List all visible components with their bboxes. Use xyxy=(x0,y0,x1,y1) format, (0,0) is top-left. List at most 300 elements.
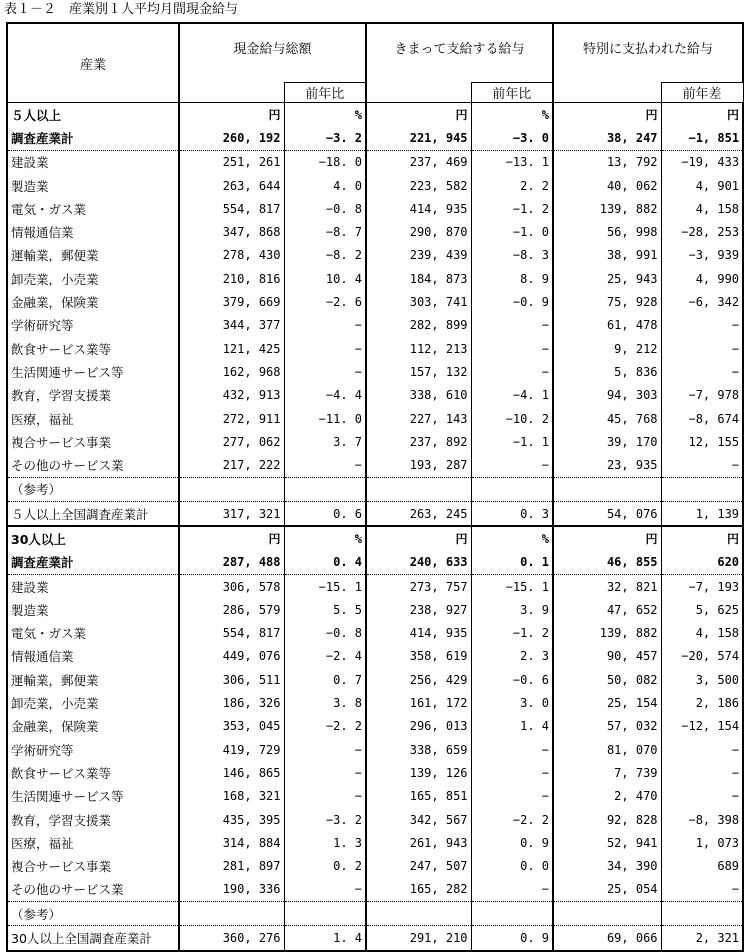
section-heading-row xyxy=(7,526,743,550)
row-label: 電気・ガス業 xyxy=(7,197,179,220)
row-value: 1. 4 xyxy=(284,926,366,951)
row-value: 4, 158 xyxy=(661,197,743,220)
row-value: 221, 945 xyxy=(366,126,471,150)
row-value: − xyxy=(661,314,743,337)
row-value: 4, 901 xyxy=(661,174,743,197)
row-value: 56, 998 xyxy=(553,220,661,243)
row-value: 円 xyxy=(366,526,471,550)
row-value: 360, 276 xyxy=(179,926,284,951)
header-total-yoy: 前年比 xyxy=(284,83,366,103)
row-value: 0. 0 xyxy=(471,855,553,878)
row-value: 273, 757 xyxy=(366,574,471,598)
row-value: − xyxy=(471,453,553,477)
row-value: 7, 739 xyxy=(553,761,661,784)
row-value: − xyxy=(661,337,743,360)
row-value: 25, 154 xyxy=(553,691,661,714)
row-value: 317, 321 xyxy=(179,502,284,527)
row-label: 複合サービス事業 xyxy=(7,855,179,878)
row-value: 90, 457 xyxy=(553,645,661,668)
row-value: 1. 3 xyxy=(284,831,366,854)
table-row xyxy=(7,761,743,784)
row-value: 2, 470 xyxy=(553,785,661,808)
row-value: 5, 836 xyxy=(553,360,661,383)
row-value: 146, 865 xyxy=(179,761,284,784)
row-value: 139, 126 xyxy=(366,761,471,784)
row-value: − xyxy=(284,453,366,477)
row-value: 347, 868 xyxy=(179,220,284,243)
row-value: 47, 652 xyxy=(553,598,661,621)
header-total: 現金給与総額 xyxy=(179,23,366,83)
row-value: −2. 4 xyxy=(284,645,366,668)
row-value: 0. 1 xyxy=(471,551,553,575)
row-value: −3. 0 xyxy=(471,126,553,150)
row-value: − xyxy=(471,314,553,337)
row-value: 689 xyxy=(661,855,743,878)
row-value: − xyxy=(284,337,366,360)
row-label: 調査産業計 xyxy=(7,551,179,575)
row-value: −1. 2 xyxy=(471,622,553,645)
row-value: −0. 8 xyxy=(284,197,366,220)
row-value: −13. 1 xyxy=(471,150,553,174)
row-value xyxy=(471,902,553,926)
row-value: 2, 321 xyxy=(661,926,743,951)
table-row xyxy=(7,267,743,290)
row-value: − xyxy=(661,761,743,784)
row-value: 414, 935 xyxy=(366,197,471,220)
row-value: − xyxy=(284,360,366,383)
row-value: 円 xyxy=(553,103,661,127)
row-value: 554, 817 xyxy=(179,622,284,645)
reference-label-row xyxy=(7,902,743,926)
row-value: 247, 507 xyxy=(366,855,471,878)
row-value: 112, 213 xyxy=(366,337,471,360)
row-value: 25, 943 xyxy=(553,267,661,290)
row-value: 303, 741 xyxy=(366,290,471,313)
header-spacer xyxy=(366,83,471,103)
row-value: 278, 430 xyxy=(179,244,284,267)
row-label: 電気・ガス業 xyxy=(7,622,179,645)
row-value: 0. 7 xyxy=(284,668,366,691)
row-value: 432, 913 xyxy=(179,384,284,407)
reference-total-row xyxy=(7,502,743,527)
table-row xyxy=(7,715,743,738)
row-value: −4. 1 xyxy=(471,384,553,407)
row-value: 227, 143 xyxy=(366,407,471,430)
row-value: 0. 9 xyxy=(471,926,553,951)
header-spacer xyxy=(553,83,661,103)
row-value: 379, 669 xyxy=(179,290,284,313)
row-value: 121, 425 xyxy=(179,337,284,360)
table-row xyxy=(7,197,743,220)
row-value xyxy=(284,477,366,501)
row-value: 39, 170 xyxy=(553,430,661,453)
row-value: − xyxy=(284,738,366,761)
row-label: その他のサービス業 xyxy=(7,878,179,902)
row-value: 435, 395 xyxy=(179,808,284,831)
row-value: 240, 633 xyxy=(366,551,471,575)
row-value: 296, 013 xyxy=(366,715,471,738)
row-value: −3. 2 xyxy=(284,126,366,150)
row-value: 57, 032 xyxy=(553,715,661,738)
row-value xyxy=(366,902,471,926)
row-value: % xyxy=(471,103,553,127)
row-value: 139, 882 xyxy=(553,197,661,220)
row-value xyxy=(179,477,284,501)
row-value: − xyxy=(661,453,743,477)
row-label: 30人以上全国調査産業計 xyxy=(7,926,179,951)
row-value: − xyxy=(471,360,553,383)
row-value: − xyxy=(661,785,743,808)
row-value: −7, 193 xyxy=(661,574,743,598)
row-label: その他のサービス業 xyxy=(7,453,179,477)
row-value: 358, 619 xyxy=(366,645,471,668)
table-row xyxy=(7,407,743,430)
row-label: 卸売業，小売業 xyxy=(7,691,179,714)
row-value xyxy=(661,902,743,926)
row-value: −3, 939 xyxy=(661,244,743,267)
section-total-row xyxy=(7,126,743,150)
header-contractual: きまって支給する給与 xyxy=(366,23,553,83)
row-value: 13, 792 xyxy=(553,150,661,174)
header-special: 特別に支払われた給与 xyxy=(553,23,743,83)
row-value: 291, 210 xyxy=(366,926,471,951)
row-value: −18. 0 xyxy=(284,150,366,174)
row-value xyxy=(366,477,471,501)
row-value: 290, 870 xyxy=(366,220,471,243)
row-label: 調査産業計 xyxy=(7,126,179,150)
row-value: 円 xyxy=(553,526,661,550)
row-value: 620 xyxy=(661,551,743,575)
row-value: 238, 927 xyxy=(366,598,471,621)
row-value: 210, 816 xyxy=(179,267,284,290)
row-value: 61, 478 xyxy=(553,314,661,337)
row-value: 3. 0 xyxy=(471,691,553,714)
row-value: 69, 066 xyxy=(553,926,661,951)
row-label: 飲食サービス業等 xyxy=(7,337,179,360)
table-row xyxy=(7,384,743,407)
row-value: −8. 3 xyxy=(471,244,553,267)
row-value: 52, 941 xyxy=(553,831,661,854)
row-value xyxy=(661,477,743,501)
row-value: 260, 192 xyxy=(179,126,284,150)
row-value: 3. 8 xyxy=(284,691,366,714)
row-label: 飲食サービス業等 xyxy=(7,761,179,784)
row-value: 554, 817 xyxy=(179,197,284,220)
row-value: 414, 935 xyxy=(366,622,471,645)
row-value: 4, 990 xyxy=(661,267,743,290)
table-row xyxy=(7,622,743,645)
row-value: 162, 968 xyxy=(179,360,284,383)
row-value: 2. 2 xyxy=(471,174,553,197)
row-label: 製造業 xyxy=(7,174,179,197)
row-value: 161, 172 xyxy=(366,691,471,714)
row-value: 38, 991 xyxy=(553,244,661,267)
row-value: −1. 1 xyxy=(471,430,553,453)
row-value: 261, 943 xyxy=(366,831,471,854)
row-value: 0. 6 xyxy=(284,502,366,527)
row-label: 卸売業，小売業 xyxy=(7,267,179,290)
header-spacer xyxy=(179,83,284,103)
row-label: （参考） xyxy=(7,477,179,501)
row-value: 2, 186 xyxy=(661,691,743,714)
row-value: − xyxy=(471,785,553,808)
row-value: 50, 082 xyxy=(553,668,661,691)
header-special-yoy: 前年差 xyxy=(661,83,743,103)
row-value: −8. 2 xyxy=(284,244,366,267)
row-value: 184, 873 xyxy=(366,267,471,290)
row-value: 54, 076 xyxy=(553,502,661,527)
row-label: 建設業 xyxy=(7,574,179,598)
row-value xyxy=(284,902,366,926)
row-value: −2. 2 xyxy=(471,808,553,831)
row-value: −4. 4 xyxy=(284,384,366,407)
row-value: 165, 851 xyxy=(366,785,471,808)
row-value: − xyxy=(661,738,743,761)
row-value: % xyxy=(284,103,366,127)
row-value: −10. 2 xyxy=(471,407,553,430)
row-value: −1, 851 xyxy=(661,126,743,150)
row-value: 9, 212 xyxy=(553,337,661,360)
row-label: 生活関連サービス等 xyxy=(7,785,179,808)
row-label: 運輸業，郵便業 xyxy=(7,244,179,267)
row-value xyxy=(179,902,284,926)
row-value: −19, 433 xyxy=(661,150,743,174)
table-row xyxy=(7,808,743,831)
table-row xyxy=(7,244,743,267)
row-value: −7, 978 xyxy=(661,384,743,407)
row-value: 0. 2 xyxy=(284,855,366,878)
row-value: −1. 2 xyxy=(471,197,553,220)
table-body xyxy=(7,103,743,951)
row-value: 338, 659 xyxy=(366,738,471,761)
table-row xyxy=(7,878,743,902)
row-value: −8, 674 xyxy=(661,407,743,430)
row-value: 277, 062 xyxy=(179,430,284,453)
row-value: −8, 398 xyxy=(661,808,743,831)
row-value: 272, 911 xyxy=(179,407,284,430)
row-value: 23, 935 xyxy=(553,453,661,477)
row-value: 263, 245 xyxy=(366,502,471,527)
row-value: 1, 073 xyxy=(661,831,743,854)
table-row xyxy=(7,220,743,243)
row-value: 円 xyxy=(366,103,471,127)
row-value: 2. 3 xyxy=(471,645,553,668)
row-value: 353, 045 xyxy=(179,715,284,738)
row-value: − xyxy=(471,337,553,360)
row-label: ５人以上全国調査産業計 xyxy=(7,502,179,527)
section-heading-row xyxy=(7,103,743,127)
row-value: 165, 282 xyxy=(366,878,471,902)
row-value: −6, 342 xyxy=(661,290,743,313)
row-value: 338, 610 xyxy=(366,384,471,407)
row-label: ５人以上 xyxy=(7,103,179,127)
row-value: −0. 9 xyxy=(471,290,553,313)
row-label: 情報通信業 xyxy=(7,220,179,243)
row-value: 4. 0 xyxy=(284,174,366,197)
row-value: 239, 439 xyxy=(366,244,471,267)
row-value: −11. 0 xyxy=(284,407,366,430)
row-value: 223, 582 xyxy=(366,174,471,197)
table-row xyxy=(7,855,743,878)
row-value: 251, 261 xyxy=(179,150,284,174)
row-value: − xyxy=(284,785,366,808)
row-label: 製造業 xyxy=(7,598,179,621)
row-value: 419, 729 xyxy=(179,738,284,761)
table-title: 表１－２ 産業別１人平均月間現金給与 xyxy=(4,2,239,17)
row-value: 8. 9 xyxy=(471,267,553,290)
row-value: 256, 429 xyxy=(366,668,471,691)
row-value: 0. 4 xyxy=(284,551,366,575)
row-label: 30人以上 xyxy=(7,526,179,550)
row-value: − xyxy=(471,878,553,902)
reference-total-row xyxy=(7,926,743,951)
row-value: −3. 2 xyxy=(284,808,366,831)
row-value: 12, 155 xyxy=(661,430,743,453)
table-row xyxy=(7,150,743,174)
row-value: 40, 062 xyxy=(553,174,661,197)
row-value: 75, 928 xyxy=(553,290,661,313)
row-value: −15. 1 xyxy=(284,574,366,598)
row-value: 円 xyxy=(179,526,284,550)
row-value: 1. 4 xyxy=(471,715,553,738)
row-value: 円 xyxy=(661,103,743,127)
row-value: 157, 132 xyxy=(366,360,471,383)
row-label: 運輸業，郵便業 xyxy=(7,668,179,691)
row-value: −15. 1 xyxy=(471,574,553,598)
row-value: 287, 488 xyxy=(179,551,284,575)
header-industry: 産業 xyxy=(7,23,179,103)
row-value: − xyxy=(471,738,553,761)
row-value: % xyxy=(471,526,553,550)
row-value: −20, 574 xyxy=(661,645,743,668)
row-value: 46, 855 xyxy=(553,551,661,575)
row-value: 5. 5 xyxy=(284,598,366,621)
row-label: 情報通信業 xyxy=(7,645,179,668)
row-value: −12, 154 xyxy=(661,715,743,738)
row-value: 237, 469 xyxy=(366,150,471,174)
row-value: 286, 579 xyxy=(179,598,284,621)
row-value xyxy=(553,477,661,501)
row-value: − xyxy=(284,761,366,784)
row-value: 34, 390 xyxy=(553,855,661,878)
row-value: 168, 321 xyxy=(179,785,284,808)
row-value: 0. 9 xyxy=(471,831,553,854)
row-label: 医療，福祉 xyxy=(7,407,179,430)
row-value: 306, 511 xyxy=(179,668,284,691)
row-label: 教育，学習支援業 xyxy=(7,384,179,407)
table-row xyxy=(7,430,743,453)
row-value: % xyxy=(284,526,366,550)
table-row xyxy=(7,337,743,360)
row-value: 1, 139 xyxy=(661,502,743,527)
row-value: 193, 287 xyxy=(366,453,471,477)
row-label: 生活関連サービス等 xyxy=(7,360,179,383)
row-value: 45, 768 xyxy=(553,407,661,430)
row-value: 3, 500 xyxy=(661,668,743,691)
reference-label-row xyxy=(7,477,743,501)
row-value: −2. 2 xyxy=(284,715,366,738)
row-value: − xyxy=(661,878,743,902)
row-value: 449, 076 xyxy=(179,645,284,668)
row-label: 医療，福祉 xyxy=(7,831,179,854)
row-value: 263, 644 xyxy=(179,174,284,197)
row-value: 237, 892 xyxy=(366,430,471,453)
row-value: 186, 326 xyxy=(179,691,284,714)
wage-table xyxy=(6,22,744,952)
row-value: − xyxy=(284,314,366,337)
row-value: −0. 8 xyxy=(284,622,366,645)
row-value: −2. 6 xyxy=(284,290,366,313)
row-value: 32, 821 xyxy=(553,574,661,598)
row-value: − xyxy=(661,360,743,383)
table-row xyxy=(7,453,743,477)
row-value: 3. 9 xyxy=(471,598,553,621)
row-value: 92, 828 xyxy=(553,808,661,831)
table-row xyxy=(7,598,743,621)
row-value: 円 xyxy=(661,526,743,550)
row-value: 38, 247 xyxy=(553,126,661,150)
row-value: −0. 6 xyxy=(471,668,553,691)
table-row xyxy=(7,785,743,808)
row-value: 0. 3 xyxy=(471,502,553,527)
row-value: 94, 303 xyxy=(553,384,661,407)
table-row xyxy=(7,174,743,197)
row-value: 190, 336 xyxy=(179,878,284,902)
row-value: −8. 7 xyxy=(284,220,366,243)
row-value: 25, 054 xyxy=(553,878,661,902)
table-row xyxy=(7,290,743,313)
row-value: 217, 222 xyxy=(179,453,284,477)
row-value: 344, 377 xyxy=(179,314,284,337)
row-value: −28, 253 xyxy=(661,220,743,243)
row-value: 314, 884 xyxy=(179,831,284,854)
table-row xyxy=(7,314,743,337)
row-label: 学術研究等 xyxy=(7,738,179,761)
row-value: 281, 897 xyxy=(179,855,284,878)
row-value: 282, 899 xyxy=(366,314,471,337)
row-label: 金融業，保険業 xyxy=(7,715,179,738)
row-value: 139, 882 xyxy=(553,622,661,645)
row-value: −1. 0 xyxy=(471,220,553,243)
row-value: 306, 578 xyxy=(179,574,284,598)
row-value: 円 xyxy=(179,103,284,127)
section-total-row xyxy=(7,551,743,575)
table-row xyxy=(7,668,743,691)
row-label: 学術研究等 xyxy=(7,314,179,337)
row-value xyxy=(471,477,553,501)
row-value: − xyxy=(284,878,366,902)
row-value: 3. 7 xyxy=(284,430,366,453)
row-label: 金融業，保険業 xyxy=(7,290,179,313)
row-value: 81, 070 xyxy=(553,738,661,761)
header-contractual-yoy: 前年比 xyxy=(471,83,553,103)
row-value: 342, 567 xyxy=(366,808,471,831)
row-value: 10. 4 xyxy=(284,267,366,290)
table-row xyxy=(7,691,743,714)
row-label: 教育，学習支援業 xyxy=(7,808,179,831)
table-row xyxy=(7,574,743,598)
table-row xyxy=(7,738,743,761)
row-value: − xyxy=(471,761,553,784)
row-label: 複合サービス事業 xyxy=(7,430,179,453)
row-value: 4, 158 xyxy=(661,622,743,645)
row-value: 5, 625 xyxy=(661,598,743,621)
table-row xyxy=(7,645,743,668)
table-row xyxy=(7,831,743,854)
row-value xyxy=(553,902,661,926)
row-label: 建設業 xyxy=(7,150,179,174)
table-row xyxy=(7,360,743,383)
